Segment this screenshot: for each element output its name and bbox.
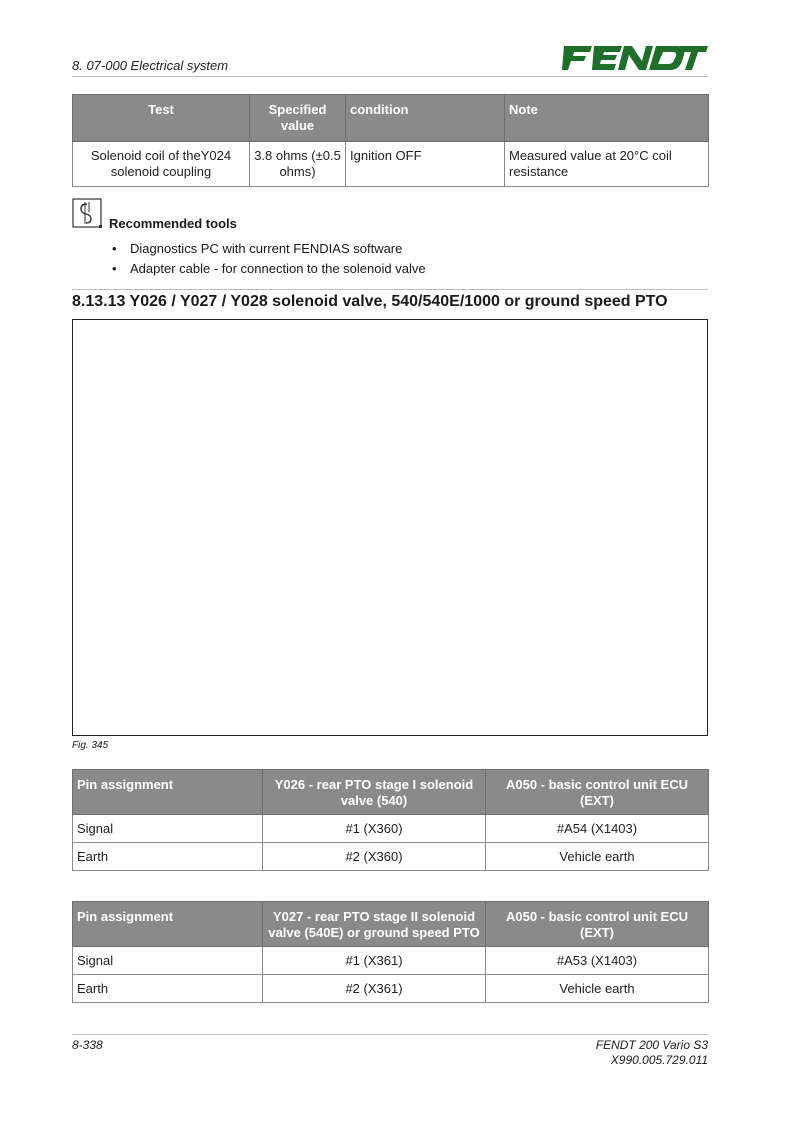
cell-ecu-pin: #A54 (X1403) [486, 815, 709, 843]
cell-pin-name: Earth [73, 843, 263, 871]
table-header-row [73, 95, 709, 142]
spec-table [72, 94, 709, 187]
section-divider [72, 289, 708, 290]
table-row [73, 142, 709, 187]
cell-condition: Ignition OFF [346, 142, 505, 187]
column-header-ecu: A050 - basic control unit ECU (EXT) [486, 902, 709, 947]
header-divider [72, 76, 708, 77]
cell-pin-name: Earth [73, 975, 263, 1003]
column-header-note: Note [505, 95, 709, 142]
column-header-component: Y027 - rear PTO stage II solenoid valve (540E) or ground speed PTO [263, 902, 486, 947]
cell-specified-value: 3.8 ohms (±0.5 ohms) [250, 142, 346, 187]
cell-ecu-pin: Vehicle earth [486, 843, 709, 871]
tools-icon [72, 198, 102, 228]
table-row [73, 975, 709, 1003]
document-number: X990.005.729.011 [610, 1053, 708, 1067]
tools-list [112, 240, 426, 280]
table-header-row [73, 902, 709, 947]
tools-heading: Recommended tools [109, 216, 237, 231]
table-row [73, 843, 709, 871]
table-header-row [73, 770, 709, 815]
column-header-condition: condition [346, 95, 505, 142]
section-header: 8. 07-000 Electrical system [72, 58, 229, 73]
cell-ecu-pin: #A53 (X1403) [486, 947, 709, 975]
column-header-test: Test [73, 95, 250, 142]
model-name: FENDT 200 Vario S3 [595, 1038, 708, 1052]
list-item: • Adapter cable - for connection to the solenoid valve [112, 260, 426, 278]
column-header-pin-assignment: Pin assignment [73, 770, 263, 815]
pin-table-y026 [72, 769, 709, 871]
column-header-specified-value: Specified value [250, 95, 346, 142]
pin-table-y027 [72, 901, 709, 1003]
cell-pin-name: Signal [73, 815, 263, 843]
fendt-logo [562, 44, 708, 72]
list-item: • Diagnostics PC with current FENDIAS software [112, 240, 426, 258]
cell-note: Measured value at 20°C coil resistance [505, 142, 709, 187]
cell-component-pin: #2 (X361) [263, 975, 486, 1003]
figure-caption: Fig. 345 [72, 740, 109, 751]
page-number: 8-338 [72, 1038, 103, 1052]
figure-frame [72, 319, 708, 736]
footer-doc-info [596, 1038, 708, 1068]
cell-ecu-pin: Vehicle earth [486, 975, 709, 1003]
column-header-ecu: A050 - basic control unit ECU (EXT) [486, 770, 709, 815]
cell-component-pin: #2 (X360) [263, 843, 486, 871]
column-header-pin-assignment: Pin assignment [73, 902, 263, 947]
footer-divider [72, 1034, 708, 1035]
cell-component-pin: #1 (X361) [263, 947, 486, 975]
column-header-component: Y026 - rear PTO stage I solenoid valve (540) [263, 770, 486, 815]
cell-pin-name: Signal [73, 947, 263, 975]
cell-test: Solenoid coil of theY024 solenoid coupling [73, 142, 250, 187]
cell-component-pin: #1 (X360) [263, 815, 486, 843]
table-row [73, 815, 709, 843]
table-row [73, 947, 709, 975]
section-title: 8.13.13 Y026 / Y027 / Y028 solenoid valve, 540/540E/1000 or ground speed PTO [72, 293, 668, 310]
